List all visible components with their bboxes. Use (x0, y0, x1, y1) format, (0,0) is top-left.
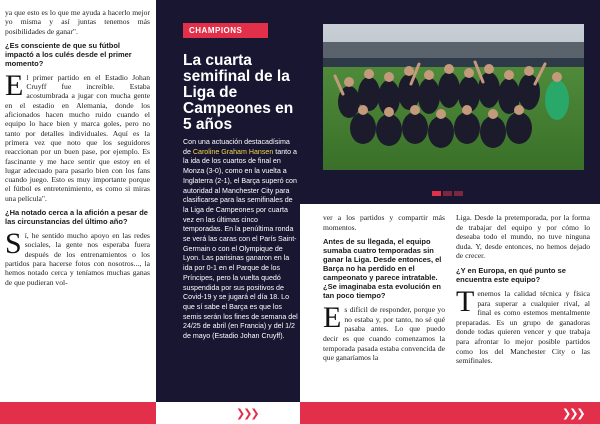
interview-column-left (5, 8, 150, 292)
drop-cap: S (5, 227, 22, 261)
section-tag: CHAMPIONS (183, 23, 268, 38)
question: ¿Y en Europa, en qué punto se encuentra este equipo? (456, 265, 566, 284)
player-name: Caroline Graham Hansen (192, 147, 274, 156)
drop-cap: E (5, 68, 24, 102)
page-indicator (432, 183, 465, 201)
answer: Es difícil de responder, porque yo no estaba y, por tanto, no sé qué pasaba antes. Lo que puedo decir es que cuando comenzamos la temporada pasada estaba convencida de que ganaríamos la (323, 301, 445, 363)
footer-band-left (0, 402, 156, 424)
answer: El primer partido en el Estadio Johan Cruyff fue increíble. Estaba acostumbrada a jugar con mucha gente en el estadio en Alemania, donde los aficionados hacen mucho ruido cuando el equipo lo hace bien y marca goles, pero no tanto por detalles individuales. Aquí es la primera vez que noto que los seguidores reaccionan por un buen pase, por ejemplo. Es fascinante y me hace sentir que estoy en el lugar adecuado para pasarlo bien con los fans cuando juego. Esto es muy importante porque el fútbol es entretenimiento, es como si miras una película". (5, 68, 150, 203)
footer-band-right (300, 402, 600, 424)
indicator-dot (443, 191, 452, 196)
paragraph: ya que esto es lo que me ayuda a hacerlo mejor yo misma y así juntas tenemos más posibilidades de ganar". (5, 8, 150, 36)
drop-cap: T (456, 284, 475, 318)
paragraph: ver a los partidos y compartir más momentos. (323, 213, 445, 232)
paragraph: Liga. Desde la pretemporada, por la forma de trabajar del equipo y por cómo lo deseaba todo el mundo, no tuve ninguna duda. Y, desde entonces, no hemos dejado de crecer. (456, 213, 590, 261)
team-photo (323, 24, 584, 170)
question: Antes de su llegada, el equipo sumaba cuatro temporadas sin ganar la Liga. Desde entonces, el Barça no ha perdido en el campeonato y parece intratable. ¿Se imaginaba esta evolución en tan poco tiempo? (323, 237, 442, 301)
chevrons-icon: ❯❯❯ (562, 407, 584, 420)
answer: Sí, he sentido mucho apoyo en las redes sociales, la gente nos esperaba fuera después de los entrenamientos o los partidos para hacerse fotos con nosotros..., la hemos notado cerca y teníamos muchas ganas de que pudieran vol- (5, 227, 150, 287)
feature-intro: Con una actuación destacadísima de Caroline Graham Hansen tanto a la ida de los cuartos de final en Monza (3-0), como en la vuelta a Inglaterra (2-1), el Barça superó con autoridad al Manchester City para clasificarse para las semifinales de la Liga de Campeones por cuarta vez en las últimas cinco temporadas. En la penúltima ronda se verá las caras con el París Saint-Germain o con el Olympique de Lyon. Las parisinas ganaron en la ida por 0-1 en el Parque de los Príncipes, pero la vuelta quedó suspendida por sus positivos de Covid-19 y se jugará el día 18. Lo que sí sabe el Barça es que los semis serán los fines de semana del 24/25 de abril (en Francia) y del 1/2 de mayo (Estadio Johan Cruyff). (183, 138, 298, 341)
drop-cap: E (323, 301, 342, 335)
question: ¿Es consciente de que su fútbol impactó a los culés desde el primer momento? (5, 40, 132, 68)
indicator-dot (432, 191, 441, 196)
feature-headline: La cuarta semifinal de la Liga de Campeones en 5 años (183, 52, 294, 133)
interview-column-middle (323, 213, 445, 368)
indicator-dot (454, 191, 463, 196)
answer: Tenemos la calidad técnica y física para superar a cualquier rival, al final es como estemos mentalmente preparadas. Es un grupo de ganadoras donde todas quieren vencer y que trabaja para afrontar lo mejor posible partidos como los del Manchester City o las semifinales. (456, 284, 590, 366)
interview-column-right (456, 213, 590, 371)
question: ¿Ha notado cerca a la afición a pesar de las circunstancias del último año? (5, 208, 148, 227)
chevrons-icon: ❯❯❯ (236, 407, 258, 420)
